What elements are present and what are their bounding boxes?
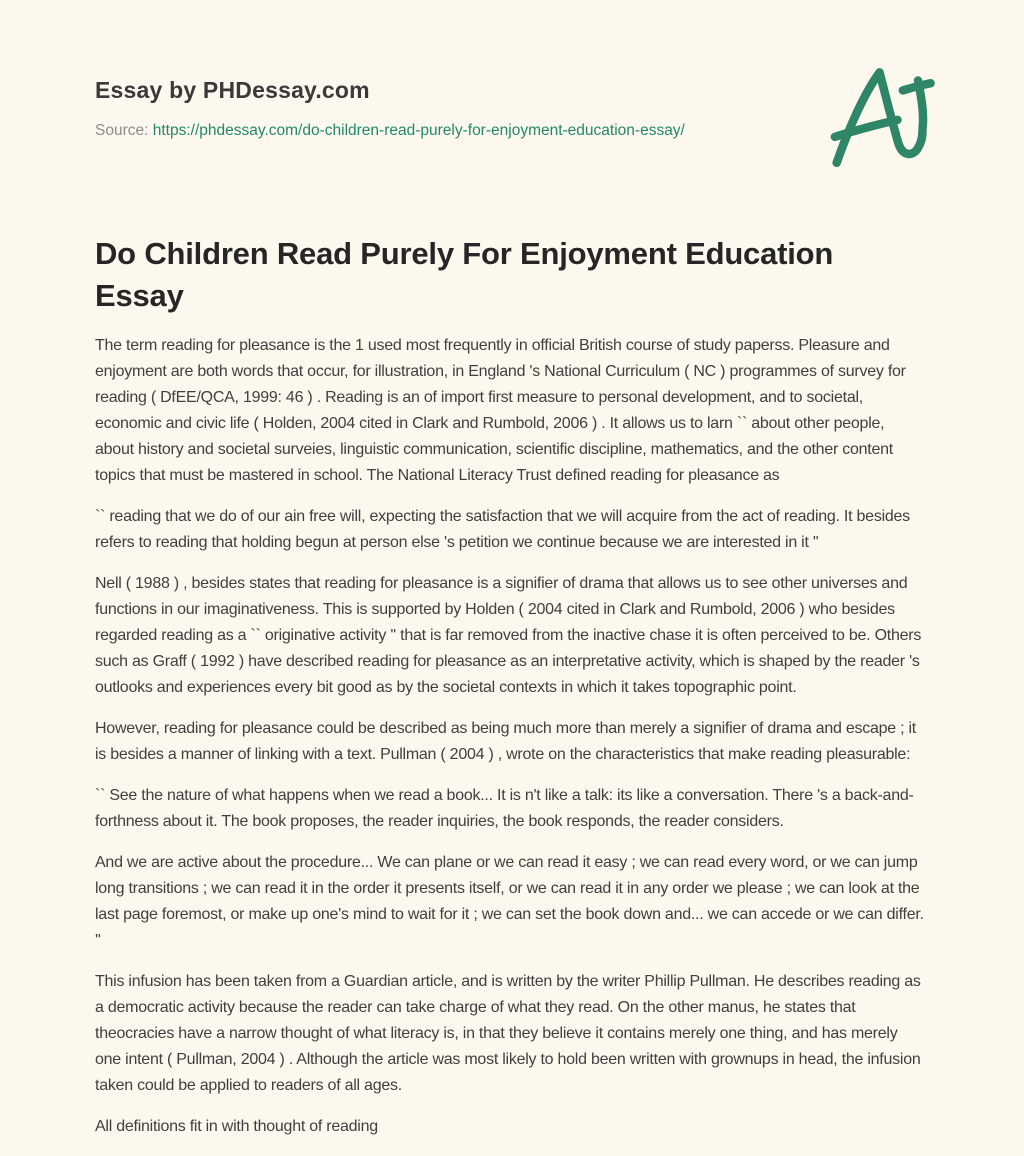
byline: Essay by PHDessay.com xyxy=(95,77,370,103)
essay-paragraph: This infusion has been taken from a Guardian article, and is written by the writer Phillip Pullman. He describes reading as a democratic activity because the reader can take charge of what they read. On the other manus, he states that theocracies have a narrow thought of what literacy is, in that they believe it contains merely one thing, and has merely one intent ( Pullman, 2004 ) . Although the article was most likely to hold been written with grownups in head, the infusion taken could be applied to readers of all ages. xyxy=(95,973,921,1094)
essay-paragraph: And we are active about the procedure... We can plane or we can read it easy ; we can read every word, or we can jump long transitions ; we can read it in the order it presents itself, or we can read it in any order we please ; we can look at the last page foremost, or make up one's mind to wait for it ; we can set the book down and... we can accede or we can differ. '' xyxy=(95,854,924,949)
essay-paragraph: `` See the nature of what happens when we read a book... It is n't like a talk: its like a conversation. There 's a back-and-forthness about it. The book proposes, the reader inquiries, the book responds, the reader considers. xyxy=(95,787,914,830)
essay-paragraph: Nell ( 1988 ) , besides states that reading for pleasance is a signifier of drama that allows us to see other universes and functions in our imaginativeness. This is supported by Holden ( 2004 cited in Clark and Rumbold, 2006 ) who besides regarded reading as a `` originative activity '' that is far removed from the inactive chase it is often perceived to be. Others such as Graff ( 1992 ) have described reading for pleasance as an interpretative activity, which is shaped by the reader 's outlooks and experiences every bit good as by the societal contexts in which it takes topographic point. xyxy=(95,575,922,696)
essay-body xyxy=(95,333,927,1140)
essay-paragraph: `` reading that we do of our ain free will, expecting the satisfaction that we will acquire from the act of reading. It besides refers to reading that holding begun at person else 's petition we continue because we are interested in it '' xyxy=(95,508,910,551)
a-plus-logo-icon xyxy=(817,60,935,178)
document-header xyxy=(95,76,927,141)
page-title: Do Children Read Purely For Enjoyment Education Essay xyxy=(95,236,834,313)
source-row xyxy=(95,121,927,141)
source-link[interactable]: https://phdessay.com/do-children-read-purely-for-enjoyment-education-essay/ xyxy=(152,122,685,139)
essay-paragraph: However, reading for pleasance could be described as being much more than merely a signifier of drama and escape ; it is besides a manner of linking with a text. Pullman ( 2004 ) , wrote on the characteristics that make reading pleasurable: xyxy=(95,720,916,763)
essay-paragraph: All definitions fit in with thought of reading xyxy=(95,1118,378,1135)
essay-paragraph: The term reading for pleasance is the 1 used most frequently in official British course of study paperss. Pleasure and enjoyment are both words that occur, for illustration, in England 's National Curriculum ( NC ) programmes of survey for reading ( DfEE/QCA, 1999: 46 ) . Reading is an of import first measure to personal development, and to societal, economic and civic life ( Holden, 2004 cited in Clark and Rumbold, 2006 ) . It allows us to larn `` about other people, about history and societal surveies, linguistic communication, scientific discipline, mathematics, and the other content topics that must be mastered in school. The National Literacy Trust defined reading for pleasance as xyxy=(95,337,906,484)
source-label: Source: xyxy=(95,122,149,139)
